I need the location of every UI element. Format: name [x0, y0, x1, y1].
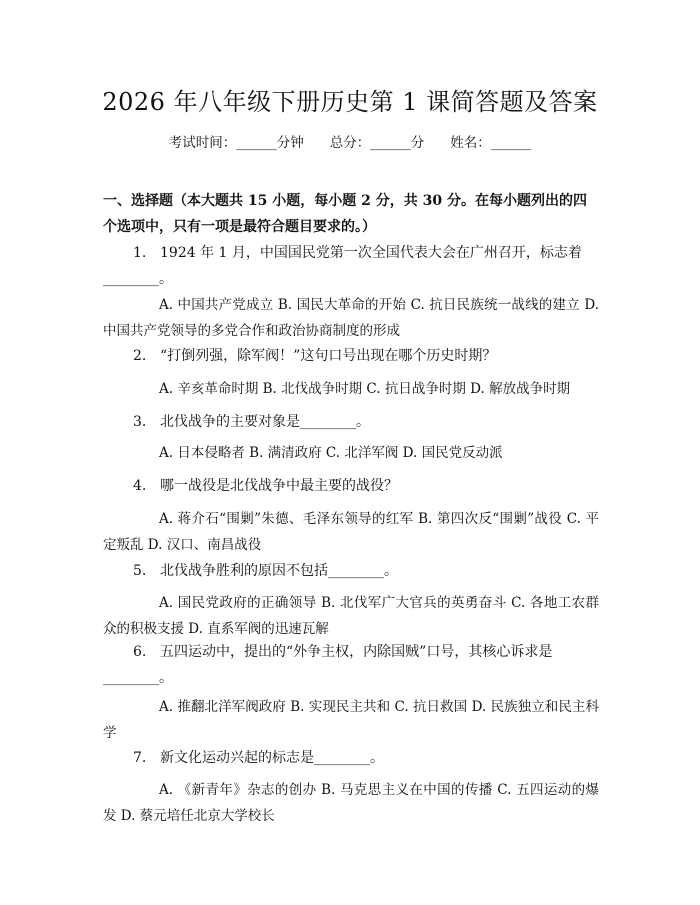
question-5: 5. 北伐战争胜利的原因不包括________。 [133, 563, 398, 579]
question-5-options: A. 国民党政府的正确领导 B. 北伐军广大官兵的英勇奋斗 C. 各地工农群众的积极支援 D. 直系军阀的迅速瓦解 [103, 595, 599, 637]
question-3: 3. 北伐战争的主要对象是________。 [133, 414, 370, 430]
exam-time: 考试时间：______分钟 [168, 135, 304, 151]
total-score: 总分：______分 [329, 135, 425, 151]
question-1: 1. 1924 年 1 月，中国国民党第一次全国代表大会在广州召开，标志着________。 [103, 245, 582, 287]
question-2-options: A. 辛亥革命时期 B. 北伐战争时期 C. 抗日战争时期 D. 解放战争时期 [159, 381, 571, 397]
question-2: 2. “打倒列强，除军阀！”这句口号出现在哪个历史时期？ [133, 348, 497, 364]
exam-meta [0, 131, 700, 151]
question-3-options: A. 日本侵略者 B. 满清政府 C. 北洋军阀 D. 国民党反动派 [159, 445, 503, 461]
question-7-options: A. 《新青年》杂志的创办 B. 马克思主义在中国的传播 C. 五四运动的爆发 D. 蔡元培任北京大学校长 [103, 782, 599, 824]
page-title: 2026 年八年级下册历史第 1 课简答题及答案 [102, 88, 598, 116]
section-heading: 一、选择题（本大题共 15 小题，每小题 2 分，共 30 分。在每小题列出的四个选项中，只有一项是最符合题目要求的。） [103, 193, 587, 235]
question-7: 7. 新文化运动兴起的标志是________。 [133, 750, 384, 766]
question-4: 4. 哪一战役是北伐战争中最主要的战役？ [133, 478, 398, 494]
question-1-options: A. 中国共产党成立 B. 国民大革命的开始 C. 抗日民族统一战线的建立 D. 中国共产党领导的多党合作和政治协商制度的形成 [103, 297, 599, 339]
question-4-options: A. 蒋介石“围剿”朱德、毛泽东领导的红军 B. 第四次反“围剿”战役 C. 平定叛乱 D. 汉口、南昌战役 [103, 511, 599, 553]
student-name: 姓名：______ [450, 135, 532, 151]
question-6: 6. 五四运动中，提出的“外争主权，内除国贼”口号，其核心诉求是________。 [103, 644, 553, 686]
question-6-options: A. 推翻北洋军阀政府 B. 实现民主共和 C. 抗日救国 D. 民族独立和民主科学 [103, 699, 599, 741]
